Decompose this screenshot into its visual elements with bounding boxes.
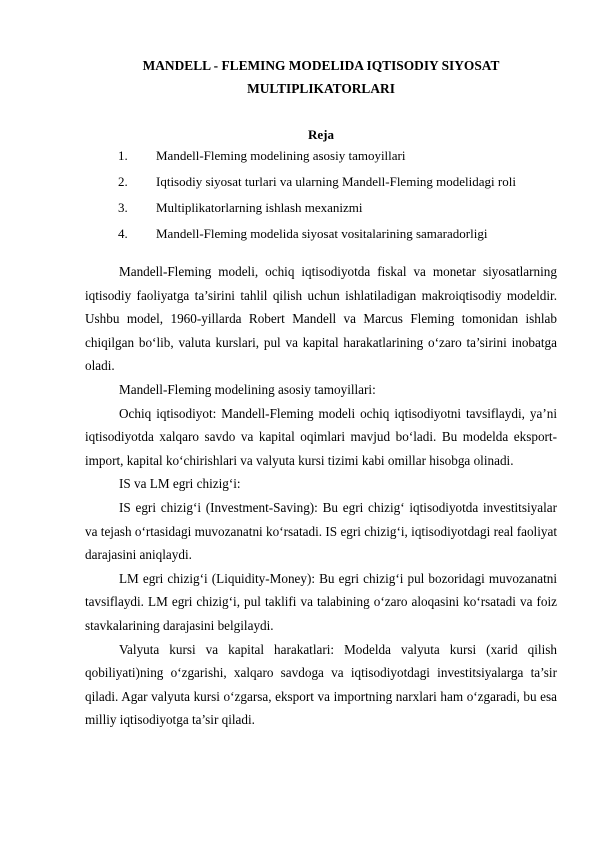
paragraph-is-lm-heading: IS va LM egri chizig‘i: bbox=[119, 476, 241, 492]
plan-list bbox=[118, 147, 558, 251]
title-line-2: MULTIPLIKATORLARI bbox=[247, 81, 395, 96]
plan-item bbox=[118, 147, 558, 173]
plan-heading: Reja bbox=[308, 127, 334, 142]
document-body bbox=[85, 260, 557, 732]
document-title bbox=[85, 54, 557, 100]
plan-item-number: 1. bbox=[118, 148, 128, 163]
plan-item-number: 2. bbox=[118, 174, 128, 189]
plan-item-text: Multiplikatorlarning ishlash mexanizmi bbox=[156, 200, 363, 215]
plan-item-text: Iqtisodiy siyosat turlari va ularning Mandell-Fleming modelidagi roli bbox=[156, 174, 516, 189]
plan-item bbox=[118, 173, 558, 199]
paragraph-exchange-rate: Valyuta kursi va kapital harakatlari: Modelda valyuta kursi (xarid qilish qobiliyati)ning o‘zgarishi, xalqaro savdoga va iqtisodiyotdagi investitsiyalarga ta’sir qiladi. Agar valyuta kursi o‘zgarsa, eksport va importning narxlari ham o‘zgaradi, bu esa milliy iqtisodiyotga ta’sir qiladi. bbox=[85, 641, 557, 728]
plan-item bbox=[118, 199, 558, 225]
plan-item-text: Mandell-Fleming modelida siyosat vositalarining samaradorligi bbox=[156, 226, 488, 241]
paragraph-lm-curve: LM egri chizig‘i (Liquidity-Money): Bu egri chizig‘i pul bozoridagi muvozanatni tavsiflaydi. LM egri chizig‘i, pul taklifi va talabining o‘zaro aloqasini ko‘rsatadi va foiz stavkalarining darajasini belgilaydi. bbox=[85, 570, 557, 633]
plan-item bbox=[118, 225, 558, 251]
paragraph-is-curve: IS egri chizig‘i (Investment-Saving): Bu egri chizig‘ iqtisodiyotda investitsiyalar va tejash o‘rtasidagi muvozanatni ko‘rsatadi. IS egri chizig‘i, iqtisodiyotdagi real faoliyat darajasini aniqlaydi. bbox=[85, 499, 557, 563]
plan-item-number: 4. bbox=[118, 226, 128, 241]
paragraph-open-economy: Ochiq iqtisodiyot: Mandell-Fleming modeli ochiq iqtisodiyotni tavsiflaydi, ya’ni iqtisodiyotda xalqaro savdo va kapital oqimlari mavjud bo‘ladi. Bu modelda eksport-import, kapital ko‘chirishlari va valyuta kursi tizimi kabi omillar hisobga olinadi. bbox=[85, 405, 557, 468]
plan-item-text: Mandell-Fleming modelining asosiy tamoyillari bbox=[156, 148, 406, 163]
paragraph-principles-heading: Mandell-Fleming modelining asosiy tamoyillari: bbox=[119, 381, 376, 397]
title-line-1: MANDELL - FLEMING MODELIDA IQTISODIY SIYOSAT bbox=[142, 58, 500, 73]
paragraph-intro: Mandell-Fleming modeli, ochiq iqtisodiyotda fiskal va monetar siyosatlarning iqtisodiy faoliyatga ta’sirini tahlil qilish uchun ishlatiladigan makroiqtisodiy modeldir. Ushbu model, 1960-yillarda Robert Mandell va Marcus Fleming tomonidan ishlab chiqilgan bo‘lib, valuta kurslari, pul va kapital harakatlarining o‘zaro ta’sirini inobatga oladi. bbox=[85, 264, 557, 374]
plan-item-number: 3. bbox=[118, 200, 128, 215]
